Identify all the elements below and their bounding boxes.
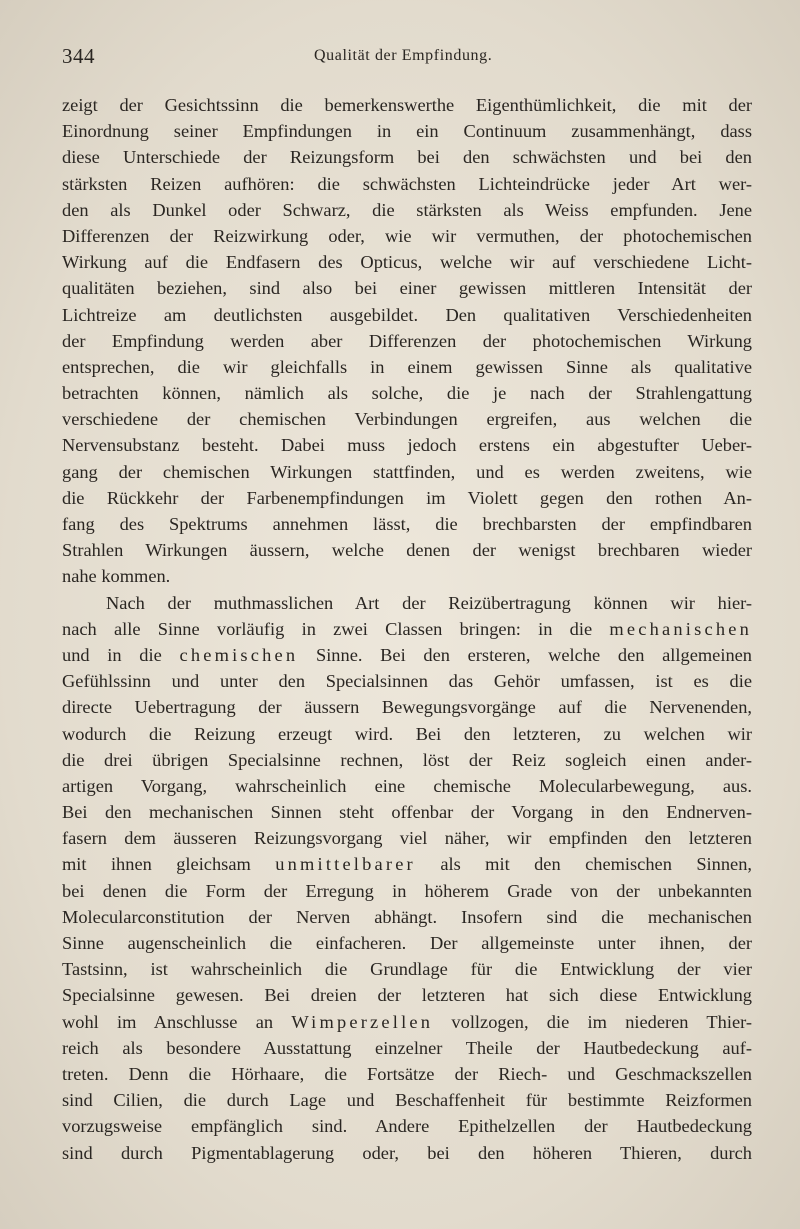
spaced-emphasis: mechanischen — [609, 618, 752, 639]
text-segment: Sinne. Bei den ersteren, welche den allgemeinen — [298, 644, 752, 665]
text-segment: wohl im Anschlusse an — [62, 1011, 292, 1032]
text-line: fang des Spektrums annehmen lässt, die brechbarsten der empfindbaren — [62, 514, 752, 534]
body-text — [62, 92, 752, 1166]
spaced-emphasis: chemischen — [179, 644, 299, 665]
text-line: bei denen die Form der Erregung in höherem Grade von der unbekannten — [62, 880, 752, 901]
text-segment: mit ihnen gleichsam — [62, 854, 276, 875]
text-line: Molecularconstitution der Nerven abhängt. Insofern sind die mechanischen — [62, 906, 752, 927]
text-line: den als Dunkel oder Schwarz, die stärksten als Weiss empfunden. Jene — [62, 199, 752, 220]
page-header — [62, 44, 760, 74]
text-line: Lichtreize am deutlichsten ausgebildet. Den qualitativen Verschiedenheiten — [62, 304, 752, 325]
text-line: Specialsinne gewesen. Bei dreien der letzteren hat sich diese Entwicklung — [62, 985, 752, 1006]
text-segment: als mit den chemischen Sinnen, — [415, 854, 752, 875]
text-segment: Nach der muthmasslichen Art der Reizübertragung können wir hier- — [106, 592, 752, 613]
text-line: qualitäten beziehen, sind also bei einer gewissen mittleren Intensität der — [62, 278, 752, 299]
text-line: sind durch Pigmentablagerung oder, bei den höheren Thieren, durch — [62, 1142, 752, 1163]
text-line: die Rückkehr der Farbenempfindungen im Violett gegen den rothen An- — [62, 487, 752, 508]
text-line: gang der chemischen Wirkungen stattfinden, und es werden zweitens, wie — [62, 461, 752, 482]
text-line: Einordnung seiner Empfindungen in ein Continuum zusammenhängt, dass — [62, 121, 752, 142]
text-line — [62, 616, 752, 642]
text-line — [62, 1009, 752, 1035]
text-line: entsprechen, die wir gleichfalls in einem gewissen Sinne als qualitative — [62, 356, 752, 377]
text-line: directe Uebertragung der äussern Bewegungsvorgänge auf die Nervenenden, — [62, 697, 752, 718]
text-line — [62, 590, 752, 616]
text-line: Strahlen Wirkungen äussern, welche denen der wenigst brechbaren wieder — [62, 540, 752, 561]
page-number: 344 — [62, 44, 95, 68]
text-line: reich als besondere Ausstattung einzelner Theile der Hautbedeckung auf- — [62, 1037, 752, 1058]
text-line: sind Cilien, die durch Lage und Beschaffenheit für bestimmte Reizformen — [62, 1090, 752, 1111]
text-line: Wirkung auf die Endfasern des Opticus, welche wir auf verschiedene Licht- — [62, 252, 752, 273]
text-line: Gefühlssinn und unter den Specialsinnen das Gehör umfassen, ist es die — [62, 671, 752, 692]
text-segment: vollzogen, die im niederen Thier- — [433, 1011, 752, 1032]
spaced-emphasis: Wimperzellen — [291, 1011, 434, 1032]
text-line: Bei den mechanischen Sinnen steht offenbar der Vorgang in den Endnerven- — [62, 802, 752, 823]
text-line: Nervensubstanz besteht. Dabei muss jedoch erstens ein abgestufter Ueber- — [62, 435, 752, 456]
text-line: nahe kommen. — [62, 566, 171, 587]
text-line: Tastsinn, ist wahrscheinlich die Grundlage für die Entwicklung der vier — [62, 959, 752, 980]
text-segment: und in die — [62, 644, 180, 665]
text-line: die drei übrigen Specialsinne rechnen, löst der Reiz sogleich einen ander- — [62, 749, 752, 770]
text-line: treten. Denn die Hörhaare, die Fortsätze der Riech- und Geschmackszellen — [62, 1063, 752, 1084]
text-line: vorzugsweise empfänglich sind. Andere Epithelzellen der Hautbedeckung — [62, 1116, 752, 1137]
text-line — [62, 642, 752, 668]
text-line: verschiedene der chemischen Verbindungen ergreifen, aus welchen die — [62, 409, 752, 430]
spaced-emphasis: unmittelbarer — [275, 854, 416, 875]
text-line: zeigt der Gesichtssinn die bemerkenswerthe Eigenthümlichkeit, die mit der — [62, 95, 752, 115]
text-line: der Empfindung werden aber Differenzen der photochemischen Wirkung — [62, 330, 752, 351]
text-line: artigen Vorgang, wahrscheinlich eine chemische Molecularbewegung, aus. — [62, 775, 752, 796]
text-line: stärksten Reizen aufhören: die schwächsten Lichteindrücke jeder Art wer- — [62, 173, 752, 194]
text-line: wodurch die Reizung erzeugt wird. Bei den letzteren, zu welchen wir — [62, 723, 752, 744]
text-line: diese Unterschiede der Reizungsform bei den schwächsten und bei den — [62, 147, 752, 168]
running-title: Qualität der Empfindung. — [314, 47, 493, 64]
text-line: Sinne augenscheinlich die einfacheren. Der allgemeinste unter ihnen, der — [62, 933, 752, 953]
text-line — [62, 851, 752, 877]
text-line: Differenzen der Reizwirkung oder, wie wir vermuthen, der photochemischen — [62, 225, 752, 246]
text-line: fasern dem äusseren Reizungsvorgang viel näher, wir empfinden den letzteren — [62, 828, 752, 849]
text-line: betrachten können, nämlich als solche, die je nach der Strahlengattung — [62, 383, 752, 404]
text-segment: nach alle Sinne vorläufig in zwei Classen bringen: in die — [62, 618, 610, 639]
